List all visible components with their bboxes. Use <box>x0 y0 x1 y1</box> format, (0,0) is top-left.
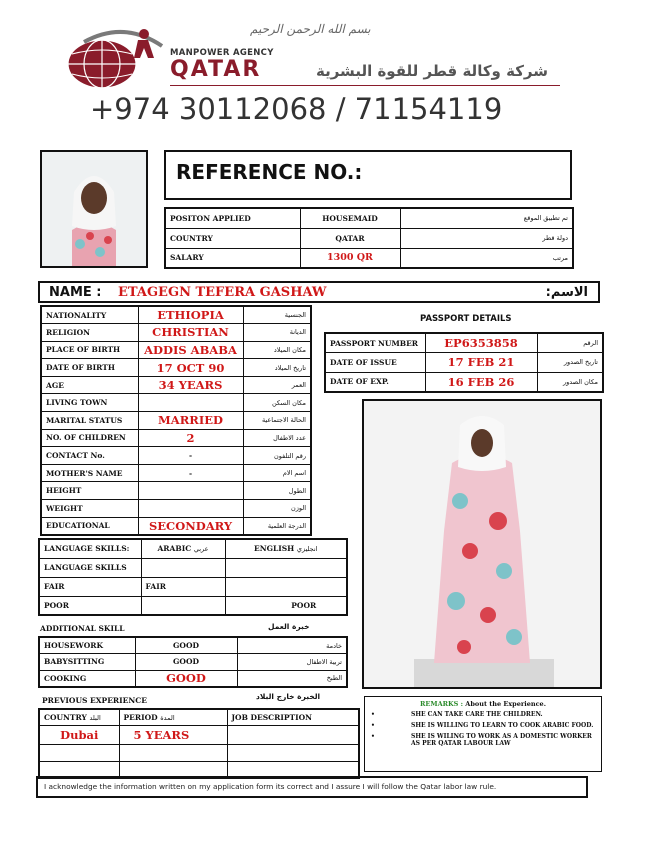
experience-country: Dubai <box>39 725 119 744</box>
row-label-arabic: تاريخ الميلاد <box>243 359 311 377</box>
language-header-label: LANGUAGE SKILLS: <box>39 539 141 558</box>
applicant-name: ETAGEGN TEFERA GASHAW <box>118 285 327 300</box>
row-label-arabic: مكان الصدور <box>537 372 603 392</box>
name-label-arabic: الاسم: <box>545 285 588 300</box>
row-label-arabic: مكان السكن <box>243 394 311 412</box>
previous-experience-title-arabic: الخبرة خارج البلاد <box>256 692 321 701</box>
english-poor-value: POOR <box>225 596 347 615</box>
table-row <box>325 353 603 373</box>
row-label: DATE OF BIRTH <box>41 359 138 377</box>
remarks-title-suffix: About the Experience. <box>465 700 546 708</box>
passport-title: PASSPORT DETAILS <box>420 314 512 324</box>
name-label: NAME : <box>49 285 102 300</box>
salary-label: SALARY <box>165 248 300 268</box>
row-label: CONTACT No. <box>41 447 138 465</box>
row-label: DATE OF ISSUE <box>325 353 425 373</box>
row-label: WEIGHT <box>41 500 138 518</box>
row-label: MARITAL STATUS <box>41 412 138 430</box>
salary-value: 1300 QR <box>300 248 400 268</box>
table-row <box>41 376 311 394</box>
additional-skill-title: ADDITIONAL SKILL <box>40 624 125 633</box>
portrait-photo-small <box>40 150 148 268</box>
row-value: 17 FEB 21 <box>425 353 537 373</box>
row-label-arabic: الجنسية <box>243 306 311 324</box>
fair-label: FAIR <box>39 577 141 596</box>
table-row <box>41 412 311 430</box>
table-row <box>41 447 311 465</box>
previous-experience-title: PREVIOUS EXPERIENCE <box>42 696 147 705</box>
row-label-arabic: اسم الام <box>243 464 311 482</box>
row-label: PLACE OF BIRTH <box>41 341 138 359</box>
remarks-box <box>364 696 602 772</box>
remarks-list <box>371 711 595 748</box>
row-value: - <box>138 447 243 465</box>
row-value: GOOD <box>135 654 237 671</box>
country-column-header <box>39 709 119 725</box>
remark-text: SHE IS WILLING TO LEARN TO COOK ARABIC FOOD. <box>411 721 594 729</box>
job-column-header: JOB DESCRIPTION <box>227 709 359 725</box>
row-label: NO. OF CHILDREN <box>41 429 138 447</box>
row-label: NATIONALITY <box>41 306 138 324</box>
table-row <box>39 637 347 654</box>
row-value: 16 FEB 26 <box>425 372 537 392</box>
salary-label-arabic: مرتب <box>400 248 573 268</box>
agency-name-big: QATAR <box>170 57 262 82</box>
arabic-fair-value: FAIR <box>141 577 225 596</box>
row-value: GOOD <box>135 637 237 654</box>
remark-text: SHE IS WILING TO WORK AS A DOMESTIC WORKER AS PER QATAR LABOUR LAW <box>411 732 592 748</box>
basmala: بسم الله الرحمن الرحيم <box>250 22 371 36</box>
col-country-label: COUNTRY <box>44 712 87 722</box>
country-label-arabic: دولة قطر <box>400 228 573 248</box>
phone-number: +974 30112068 / 71154119 <box>90 92 503 126</box>
additional-skills-table <box>38 636 348 688</box>
remark-text: SHE CAN TAKE CARE THE CHILDREN. <box>411 711 543 718</box>
bullet-icon: • <box>371 711 375 718</box>
row-value: ADDIS ABABA <box>138 341 243 359</box>
table-row <box>39 654 347 671</box>
language-skills-table <box>38 538 348 616</box>
col-period-label: PERIOD <box>123 712 158 722</box>
remark-item <box>371 733 595 749</box>
row-label-arabic: عدد الاطفال <box>243 429 311 447</box>
table-row <box>41 429 311 447</box>
row-value: ETHIOPIA <box>138 306 243 324</box>
row-label-arabic: تاريخ الصدور <box>537 353 603 373</box>
row-value: GOOD <box>135 670 237 687</box>
bullet-icon: • <box>371 721 375 729</box>
table-row <box>165 248 573 268</box>
row-label-arabic: خادمة <box>237 637 347 654</box>
row-label: COOKING <box>39 670 135 687</box>
position-table <box>164 207 574 269</box>
english-label-arabic: انجليزي <box>296 545 318 554</box>
table-row <box>165 228 573 248</box>
row-label-arabic: الطبخ <box>237 670 347 687</box>
table-row <box>39 558 347 577</box>
row-label: HOUSEWORK <box>39 637 135 654</box>
row-value: SECONDARY <box>138 517 243 535</box>
table-row <box>325 372 603 392</box>
row-value: MARRIED <box>138 412 243 430</box>
english-label: ENGLISH <box>254 544 295 554</box>
row-label: EDUCATIONAL <box>41 517 138 535</box>
arabic-label: ARABIC <box>157 544 192 554</box>
bullet-icon: • <box>371 732 375 740</box>
acknowledgement-text: I acknowledge the information written on my application form its correct and I assure I will follow the Qatar labor law rule. <box>44 782 497 791</box>
row-value: CHRISTIAN <box>138 324 243 342</box>
passport-table <box>324 332 604 393</box>
country-value: QATAR <box>300 228 400 248</box>
table-row <box>39 725 359 744</box>
row-label-arabic: الوزن <box>243 500 311 518</box>
experience-period: 5 YEARS <box>119 725 227 744</box>
poor-label: POOR <box>39 596 141 615</box>
row-value: 34 YEARS <box>138 376 243 394</box>
position-label: POSITON APPLIED <box>165 208 300 228</box>
row-label-arabic: الرقم <box>537 333 603 353</box>
row-label-arabic: تربية الاطفال <box>237 654 347 671</box>
table-row <box>41 482 311 500</box>
table-row <box>39 709 359 725</box>
row-value: 2 <box>138 429 243 447</box>
english-column-header <box>225 539 347 558</box>
agency-name-arabic: شركة وكالة قطر للقوة البشرية <box>316 62 548 80</box>
row-label-arabic: الحالة الاجتماعية <box>243 412 311 430</box>
name-bar <box>38 281 600 303</box>
table-row <box>325 333 603 353</box>
portrait-photo-full <box>362 399 602 689</box>
table-row <box>165 208 573 228</box>
remarks-title: REMARKS : <box>420 700 464 708</box>
header-rule <box>170 85 560 86</box>
table-row <box>41 517 311 535</box>
table-row <box>41 324 311 342</box>
acknowledgement-box <box>36 776 588 798</box>
row-label-arabic: الطول <box>243 482 311 500</box>
row-value: EP6353858 <box>425 333 537 353</box>
arabic-column-header <box>141 539 225 558</box>
position-value: HOUSEMAID <box>300 208 400 228</box>
row-value <box>138 394 243 412</box>
row-label-arabic: العمر <box>243 376 311 394</box>
table-row <box>41 306 311 324</box>
experience-table <box>38 708 360 779</box>
row-label-arabic: الديانة <box>243 324 311 342</box>
remark-item <box>371 722 595 730</box>
row-value <box>138 500 243 518</box>
additional-skill-title-arabic: خبرة العمل <box>268 622 310 631</box>
table-row <box>41 359 311 377</box>
col-country-arabic: البلد <box>89 713 101 722</box>
row-label: PASSPORT NUMBER <box>325 333 425 353</box>
reference-box <box>164 150 572 200</box>
row-value: 17 OCT 90 <box>138 359 243 377</box>
table-row <box>39 596 347 615</box>
table-row <box>41 500 311 518</box>
row-label: RELIGION <box>41 324 138 342</box>
row-label-arabic: الدرجة العلمية <box>243 517 311 535</box>
agency-logo <box>64 24 168 90</box>
row-label: DATE OF EXP. <box>325 372 425 392</box>
table-row <box>39 577 347 596</box>
country-label: COUNTRY <box>165 228 300 248</box>
table-row <box>41 464 311 482</box>
agency-name-small: MANPOWER AGENCY <box>170 48 274 58</box>
period-column-header <box>119 709 227 725</box>
reference-title: REFERENCE NO.: <box>176 160 363 184</box>
remarks-header <box>371 700 595 708</box>
table-row <box>39 539 347 558</box>
row-label-arabic: رقم التلفون <box>243 447 311 465</box>
row-label: HEIGHT <box>41 482 138 500</box>
position-label-arabic: تم تطبيق الموقع <box>400 208 573 228</box>
row-label: BABYSITTING <box>39 654 135 671</box>
language-row-label: LANGUAGE SKILLS <box>39 558 141 577</box>
row-label: MOTHER'S NAME <box>41 464 138 482</box>
row-label-arabic: مكان الميلاد <box>243 341 311 359</box>
table-row <box>41 341 311 359</box>
table-row <box>39 670 347 687</box>
row-label: AGE <box>41 376 138 394</box>
personal-details-table <box>40 305 312 536</box>
arabic-label-arabic: عربي <box>193 545 209 554</box>
row-value <box>138 482 243 500</box>
row-value: - <box>138 464 243 482</box>
col-period-arabic: المدة <box>160 713 175 722</box>
remark-item <box>371 711 595 719</box>
table-row <box>41 394 311 412</box>
row-label: LIVING TOWN <box>41 394 138 412</box>
table-row <box>39 744 359 761</box>
